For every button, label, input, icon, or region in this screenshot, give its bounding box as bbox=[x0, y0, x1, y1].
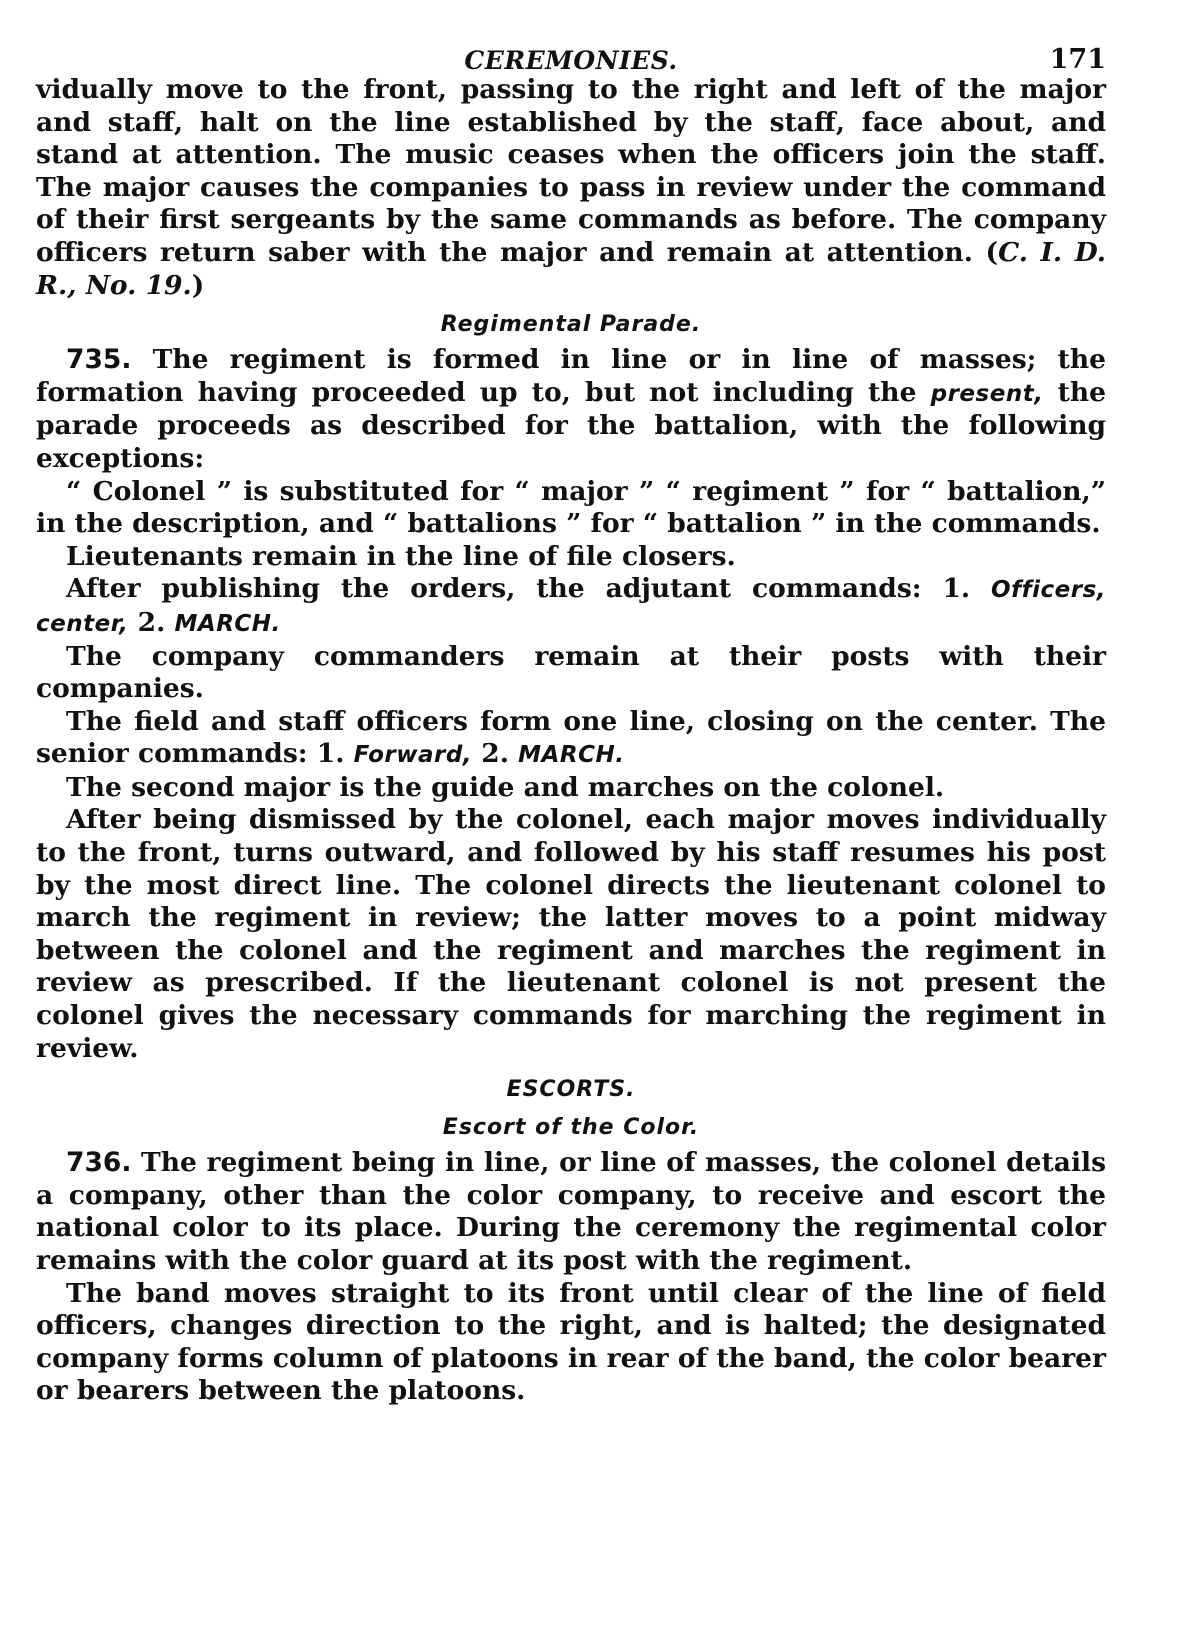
paragraph bbox=[36, 541, 1106, 574]
paragraph bbox=[36, 344, 1106, 475]
paragraph bbox=[36, 706, 1106, 772]
text-run: “ Colonel ” is substituted for “ major ” “ regiment ” for “ battalion,” in the description, and “ battalions ” for “ battalion ” in the commands. bbox=[36, 475, 1106, 540]
paragraph bbox=[36, 573, 1106, 640]
command-text: Forward, bbox=[353, 742, 473, 769]
text-run: The band moves straight to its front until clear of the line of field officers, changes direction to the right, and is halted; the designated company forms column of platoons in rear of the band, the color bearer or bearers between the platoons. bbox=[36, 1277, 1106, 1407]
text-run: After publishing the orders, the adjutant commands: 1. bbox=[66, 573, 992, 605]
running-header bbox=[36, 28, 1106, 74]
text-run: After being dismissed by the colonel, each major moves individually to the front, turns outward, and followed by his staff resumes his post by the most direct line. The colonel directs the lieutenant colonel to march the regiment in review; the latter moves to a point midway between the colonel and the regiment and marches the regiment in review as prescribed. If the lieutenant colonel is not present the colonel gives the necessary commands for marching the regiment in review. bbox=[36, 804, 1106, 1064]
section-heading: Escort of the Color. bbox=[442, 1115, 700, 1141]
text-run: 2. bbox=[128, 606, 175, 638]
command-text: Officers, center, bbox=[36, 577, 1106, 637]
paragraph bbox=[36, 1147, 1106, 1277]
paragraph bbox=[36, 772, 1106, 805]
section-heading: ESCORTS. bbox=[506, 1077, 636, 1103]
text-run: 2. bbox=[472, 738, 519, 770]
paragraph bbox=[36, 476, 1106, 541]
paragraph bbox=[36, 74, 1106, 302]
body-text bbox=[36, 74, 1106, 1408]
paragraph bbox=[36, 1278, 1106, 1408]
citation: C. I. D. R., No. 19. bbox=[36, 236, 1107, 301]
book-page bbox=[36, 28, 1106, 1408]
text-run: The regiment is formed in line or in line of masses; the formation having proceeded up to, but not including the bbox=[36, 344, 1106, 408]
running-title: CEREMONIES. bbox=[464, 46, 678, 75]
text-run: The company commanders remain at their posts with their companies. bbox=[36, 640, 1106, 705]
paragraph bbox=[36, 804, 1106, 1065]
text-run: The regiment being in line, or line of masses, the colonel details a company, other than the color company, to receive and escort the national color to its place. During the ceremony the regimental color remains with the color guard at its post with the regiment. bbox=[36, 1147, 1106, 1276]
page-number: 171 bbox=[1049, 44, 1106, 75]
text-run: the parade proceeds as described for the battalion, with the following exceptions: bbox=[36, 376, 1107, 474]
text-run: Lieutenants remain in the line of file closers. bbox=[66, 540, 736, 572]
command-text: MARCH. bbox=[174, 610, 281, 637]
text-run: The second major is the guide and marches on the colonel. bbox=[66, 771, 945, 803]
text-run: ) bbox=[191, 269, 205, 301]
paragraph bbox=[36, 641, 1106, 706]
paragraph-number: 736. bbox=[66, 1147, 142, 1179]
text-run: vidually move to the front, passing to the right and left of the major and staff, halt on the line established by the staff, face about, and stand at attention. The music ceases when the officers join the staff. The major causes the companies to pass in review under the command of their first sergeants by the same commands as before. The company officers return saber with the major and remain at attention. ( bbox=[36, 74, 1106, 268]
command-text: MARCH. bbox=[518, 742, 625, 769]
section-heading: Regimental Parade. bbox=[440, 312, 702, 338]
paragraph-number: 735. bbox=[66, 344, 153, 376]
text-run: The field and staff officers form one line, closing on the center. The senior commands: 1. bbox=[36, 705, 1106, 770]
command-text: present, bbox=[930, 380, 1044, 407]
